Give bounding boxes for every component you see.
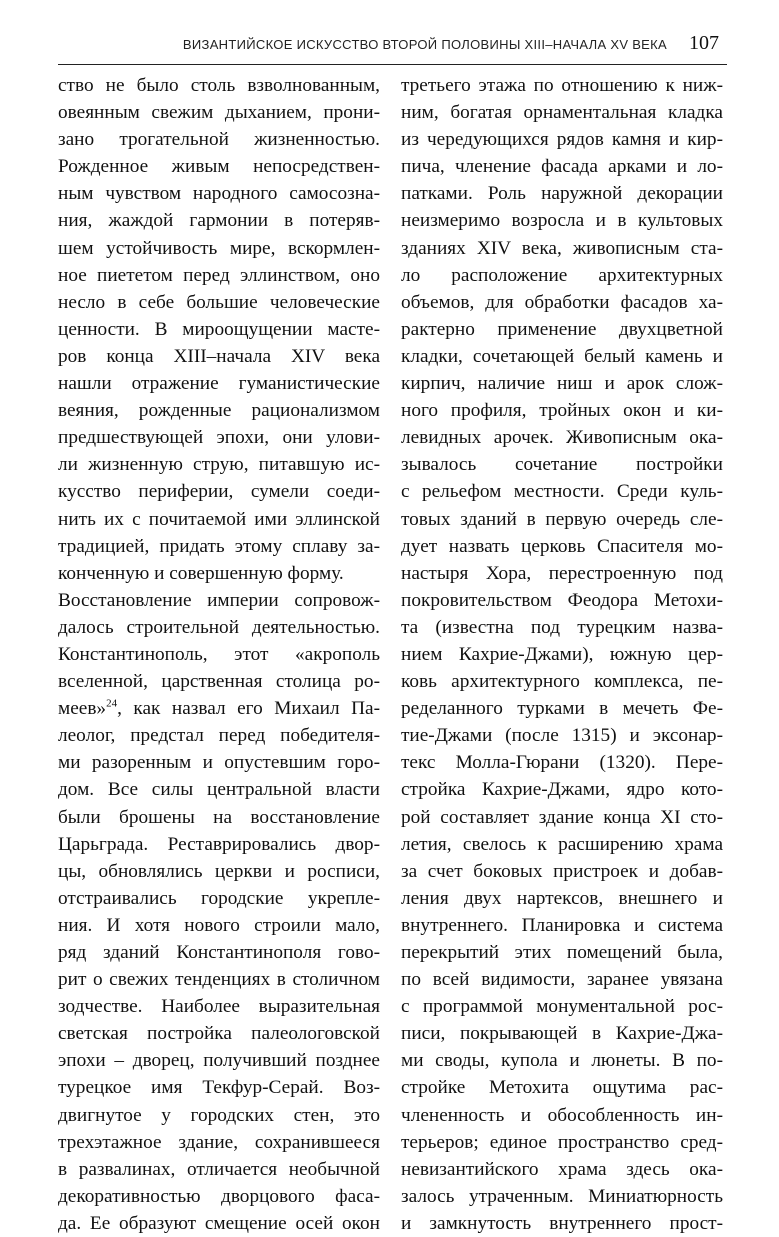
- right-column-line: писи, покрывающей в Кахрие-Джа-: [401, 1023, 723, 1045]
- right-column-line: члененность и обособленность ин-: [401, 1104, 723, 1126]
- right-column-line: ним, богатая орнаментальная кладка: [401, 102, 723, 124]
- right-column-line: зывалось сочетание постройки: [401, 454, 723, 476]
- left-column-line: нашли отражение гуманистические: [58, 373, 380, 395]
- left-column-line: да. Ее образуют смещение осей окон: [58, 1212, 380, 1234]
- left-column-line: Рожденное живым непосредствен-: [58, 156, 380, 178]
- left-column-line: ство не было столь взволнованным,: [58, 75, 380, 96]
- right-column-line: пича, членение фасада арками и ло-: [401, 156, 723, 178]
- left-column-line: ми разоренным и опустевшим горо-: [58, 752, 380, 774]
- right-column-line: рактерно применение двухцветной: [401, 318, 723, 340]
- right-column-line: перекрытий этих помещений была,: [401, 942, 723, 963]
- left-column-line: Восстановление империи сопровож-: [58, 589, 380, 611]
- right-column-line: рой составляет здание конца XI сто-: [401, 806, 723, 828]
- right-column-line: кладки, сочетающей белый камень и: [401, 345, 723, 367]
- left-column-line: ряд зданий Константинополя гово-: [58, 942, 380, 963]
- left-column-line: конченную и совершенную форму.: [58, 562, 344, 584]
- page-number: 107: [689, 32, 719, 54]
- left-column-line: меев»$^{24}$, как назвал его Михаил Па-: [58, 697, 380, 720]
- right-column-line: ло расположение архитектурных: [401, 264, 723, 286]
- left-column-line: нить их с почитаемой ими эллинской: [58, 508, 380, 530]
- right-column-line: нием Кахрие-Джами), южную цер-: [401, 643, 723, 665]
- right-column-line: товых зданий в первую очередь сле-: [401, 508, 723, 530]
- right-column-line: тие-Джами (после 1315) и эксонар-: [401, 725, 723, 747]
- right-column-line: настыря Хора, перестроенную под: [401, 562, 723, 584]
- left-column-line: трехэтажное здание, сохранившееся: [58, 1131, 380, 1153]
- right-column-line: за счет боковых пристроек и добав-: [401, 860, 723, 882]
- right-column-line: залось утраченным. Миниатюрность: [401, 1185, 723, 1207]
- left-column-line: были брошены на восстановление: [58, 806, 380, 828]
- right-column-line: с программой монументальной рос-: [401, 996, 723, 1018]
- right-column-line: дует назвать церковь Спасителя мо-: [401, 535, 723, 557]
- right-column-line: внутреннего. Планировка и система: [401, 914, 723, 936]
- left-column-line: овеянным свежим дыханием, прони-: [58, 102, 380, 124]
- line-continuation: , как назвал его Михаил Па-: [117, 698, 380, 720]
- left-column-line: Царьграда. Реставрировались двор-: [58, 833, 380, 855]
- right-column-line: по всей видимости, заранее увязана: [401, 969, 723, 991]
- right-column-line: из чередующихся рядов камня и кир-: [401, 129, 723, 151]
- running-header: [58, 32, 727, 56]
- left-column-line: несло в себе большие человеческие: [58, 291, 380, 313]
- right-column-line: патками. Роль наружной декорации: [401, 183, 723, 205]
- right-column-line: и замкнутость внутреннего прост-: [401, 1212, 723, 1234]
- left-column-line: Константинополь, этот «акрополь: [58, 643, 380, 665]
- right-column-line: ления двух нартексов, внешнего и: [401, 887, 723, 909]
- right-column-line: левидных арочек. Живописным ока-: [401, 427, 723, 449]
- footnote-reference[interactable]: 24: [106, 697, 118, 710]
- right-column-line: та (известна под турецким назва-: [401, 616, 723, 638]
- left-column-line: леолог, предстал перед победителя-: [58, 725, 380, 747]
- left-column-line: турецкое имя Текфур-Серай. Воз-: [58, 1077, 380, 1099]
- right-text-column: [401, 72, 723, 1237]
- right-column-line: ми своды, купола и люнеты. В по-: [401, 1050, 723, 1072]
- left-column-line: эпохи – дворец, получивший позднее: [58, 1050, 380, 1072]
- left-column-line: зодчестве. Наиболее выразительная: [58, 996, 380, 1018]
- left-column-line: далось строительной деятельностью.: [58, 616, 380, 638]
- left-column-line: традицией, придать этому сплаву за-: [58, 535, 380, 557]
- left-column-line: вселенной, царственная столица ро-: [58, 671, 380, 693]
- right-column-line: терьеров; единое пространство сред-: [401, 1131, 723, 1153]
- left-column-line: светская постройка палеологовской: [58, 1023, 380, 1045]
- right-column-line: ного профиля, тройных окон и ки-: [401, 400, 723, 422]
- left-column-line: шем устойчивость мире, вскормлен-: [58, 237, 380, 259]
- left-column-line: ное пиететом перед эллинством, оно: [58, 264, 380, 286]
- right-column-line: стройка Кахрие-Джами, ядро кото-: [401, 779, 723, 801]
- left-column-line: ценности. В мироощущении масте-: [58, 318, 380, 340]
- right-column-line: текс Молла-Гюрани (1320). Пере-: [401, 752, 723, 774]
- right-column-line: третьего этажа по отношению к ниж-: [401, 75, 723, 96]
- header-rule: [58, 64, 727, 65]
- right-column-line: покровительством Феодора Метохи-: [401, 589, 723, 611]
- left-column-line: ния, жаждой гармонии в потеряв-: [58, 210, 380, 232]
- left-column-line: в развалинах, отличается необычной: [58, 1158, 380, 1180]
- right-column-line: летия, свелось к расширению храма: [401, 833, 723, 855]
- left-column-line: цы, обновлялись церкви и росписи,: [58, 860, 380, 882]
- left-column-line: дом. Все силы центральной власти: [58, 779, 380, 801]
- right-column-line: стройке Метохита ощутима рас-: [401, 1077, 723, 1099]
- right-column-line: ределанного турками в мечеть Фе-: [401, 698, 723, 720]
- left-column-line: кусство периферии, сумели соеди-: [58, 481, 380, 503]
- right-column-line: объемов, для обработки фасадов ха-: [401, 291, 723, 313]
- left-column-line: ли жизненную струю, питавшую ис-: [58, 454, 380, 476]
- right-column-line: неизмеримо возросла и в культовых: [401, 210, 723, 232]
- left-column-line: двигнутое у городских стен, это: [58, 1104, 380, 1126]
- right-column-line: с рельефом местности. Среди куль-: [401, 481, 723, 503]
- right-column-line: зданиях XIV века, живописным ста-: [401, 237, 723, 259]
- left-column-line: веяния, рожденные рационализмом: [58, 400, 380, 422]
- right-column-line: невизантийского храма здесь ока-: [401, 1158, 723, 1180]
- left-column-line: ров конца XIII–начала XIV века: [58, 345, 380, 367]
- left-column-line: рит о свежих тенденциях в столичном: [58, 969, 380, 991]
- left-column-line: декоративностью дворцового фаса-: [58, 1185, 380, 1207]
- left-text-column: [58, 72, 380, 1237]
- left-column-line: предшествующей эпохи, они улови-: [58, 427, 380, 449]
- left-column-line: ным чувством народного самосозна-: [58, 183, 380, 205]
- right-column-line: кирпич, наличие ниш и арок слож-: [401, 373, 723, 395]
- running-title: ВИЗАНТИЙСКОЕ ИСКУССТВО ВТОРОЙ ПОЛОВИНЫ XIII–НАЧАЛА XV ВЕКА: [182, 37, 667, 52]
- right-column-line: ковь архитектурного комплекса, пе-: [401, 671, 723, 693]
- left-column-line: ния. И хотя нового строили мало,: [58, 914, 380, 936]
- left-column-line: отстраивались городские укрепле-: [58, 887, 380, 909]
- left-column-line: зано трогательной жизненностью.: [58, 129, 380, 151]
